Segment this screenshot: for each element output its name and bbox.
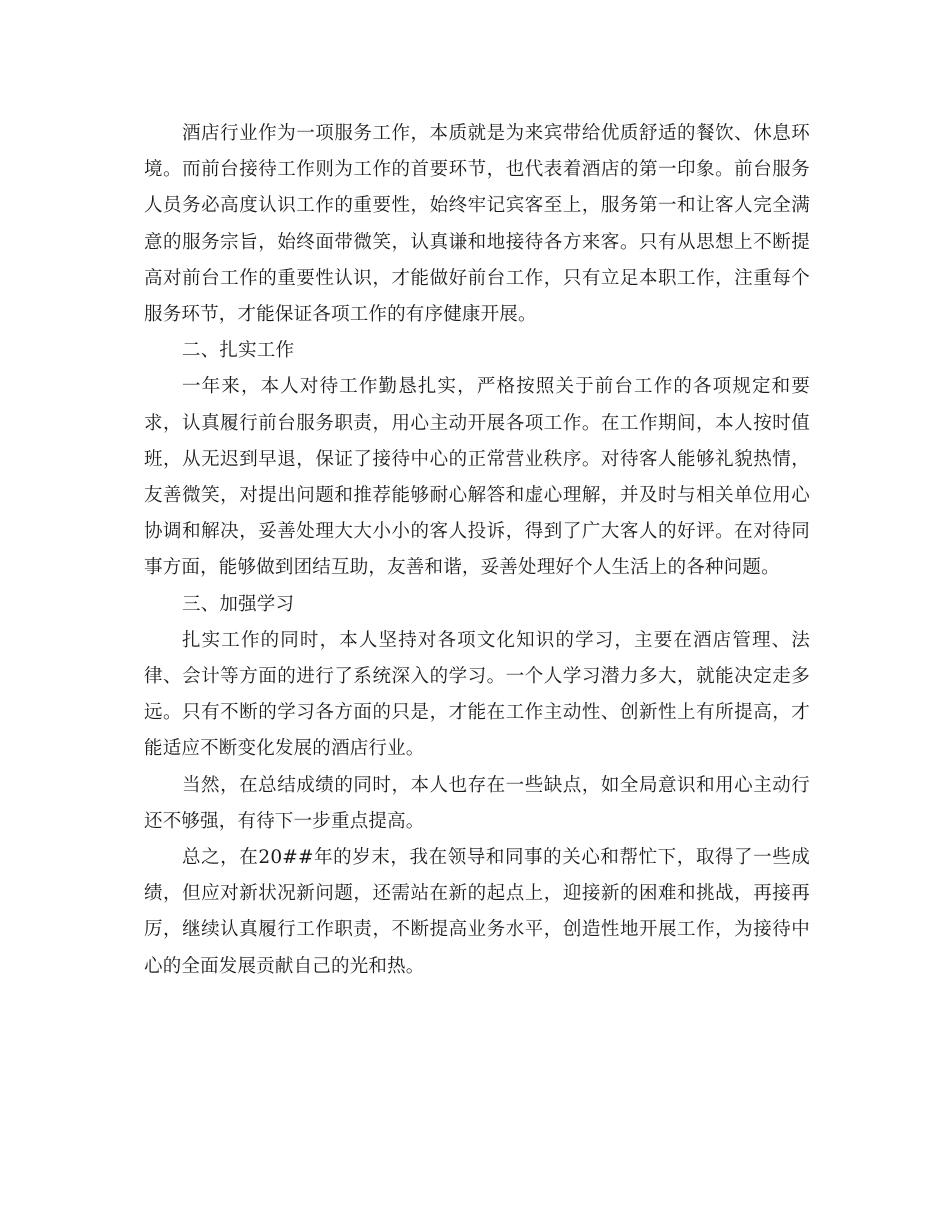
paragraph-study: 扎实工作的同时，本人坚持对各项文化知识的学习，主要在酒店管理、法律、会计等方面的进行了系统深入的学习。一个人学习潜力多大，就能决定走多远。只有不断的学习各方面的只是，才能在工作主动性、创新性上有所提高，才能适应不断变化发展的酒店行业。: [144, 629, 810, 760]
section-heading-study: 三、加强学习: [182, 593, 295, 615]
document-body: [144, 116, 810, 985]
paragraph-intro: 酒店行业作为一项服务工作，本质就是为来宾带给优质舒适的餐饮、休息环境。而前台接待工作则为工作的首要环节，也代表着酒店的第一印象。前台服务人员务必高度认识工作的重要性，始终牢记宾客至上，服务第一和让客人完全满意的服务宗旨，始终面带微笑，认真谦和地接待各方来客。只有从思想上不断提高对前台工作的重要性认识，才能做好前台工作，只有立足本职工作，注重每个服务环节，才能保证各项工作的有序健康开展。: [144, 123, 810, 326]
paragraph-shortcomings: 当然，在总结成绩的同时，本人也存在一些缺点，如全局意识和用心主动行还不够强，有待下一步重点提高。: [144, 774, 810, 832]
paragraph-conclusion: 总之，在20##年的岁末，我在领导和同事的关心和帮忙下，取得了一些成绩，但应对新状况新问题，还需站在新的起点上，迎接新的困难和挑战，再接再厉，继续认真履行工作职责，不断提高业务水平，创造性地开展工作，为接待中心的全面发展贡献自己的光和热。: [144, 847, 810, 977]
paragraph-solid-work: 一年来，本人对待工作勤恳扎实，严格按照关于前台工作的各项规定和要求，认真履行前台服务职责，用心主动开展各项工作。在工作期间，本人按时值班，从无迟到早退，保证了接待中心的正常营业秩序。对待客人能够礼貌热情，友善微笑，对提出问题和推荐能够耐心解答和虚心理解，并及时与相关单位用心协调和解决，妥善处理大大小小的客人投诉，得到了广大客人的好评。在对待同事方面，能够做到团结互助，友善和谐，妥善处理好个人生活上的各种问题。: [144, 376, 810, 579]
section-heading-solid-work: 二、扎实工作: [182, 340, 295, 362]
